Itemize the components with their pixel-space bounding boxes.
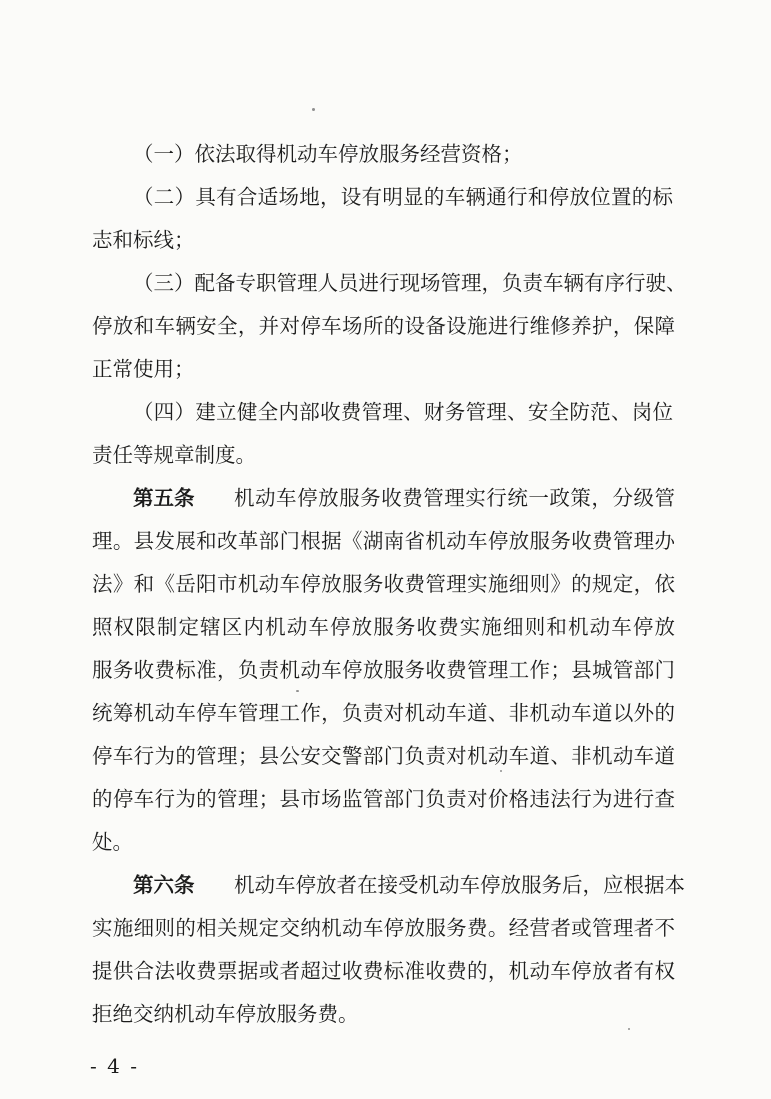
article-5-title: 第五条	[133, 486, 195, 510]
page-number: - 4 -	[90, 1054, 139, 1078]
clause-2-line-1: （二）具有合适场地，设有明显的车辆通行和停放位置的标	[133, 185, 673, 209]
scan-speck	[500, 770, 502, 772]
clause-3-line-3: 正常使用；	[92, 357, 195, 381]
clause-3-line-1: （三）配备专职管理人员进行现场管理，负责车辆有序行驶、	[133, 271, 687, 295]
article-5-line-7: 停车行为的管理；县公安交警部门负责对机动车道、非机动车道	[92, 744, 675, 768]
scan-speck	[296, 690, 299, 692]
clause-2-line-2: 志和标线；	[92, 228, 195, 252]
scan-speck	[312, 108, 315, 111]
article-6-line-2: 实施细则的相关规定交纳机动车停放服务费。经营者或管理者不	[92, 916, 675, 940]
article-5-line-3: 法》和《岳阳市机动车停放服务收费管理实施细则》的规定，依	[92, 572, 675, 596]
article-5-line-1: 机动车停放服务收费管理实行统一政策，分级管	[234, 486, 675, 510]
article-5-line-9: 处。	[92, 830, 133, 854]
clause-4-line-2: 责任等规章制度。	[92, 443, 256, 467]
article-6-title: 第六条	[133, 873, 195, 897]
clause-4-line-1: （四）建立健全内部收费管理、财务管理、安全防范、岗位	[133, 400, 673, 424]
clause-1-line-1: （一）依法取得机动车停放服务经营资格；	[133, 142, 523, 166]
article-5-label	[133, 488, 195, 509]
article-5-line-8: 的停车行为的管理；县市场监管部门负责对价格违法行为进行查	[92, 787, 675, 811]
article-6-line-4: 拒绝交纳机动车停放服务费。	[92, 1002, 359, 1026]
article-5-line-5: 服务收费标准，负责机动车停放服务收费管理工作；县城管部门	[92, 658, 675, 682]
article-5-line-6: 统筹机动车停车管理工作，负责对机动车道、非机动车道以外的	[92, 701, 675, 725]
article-6-line-1: 机动车停放者在接受机动车停放服务后，应根据本	[234, 873, 685, 897]
article-6-label	[133, 875, 195, 896]
clause-3-line-2: 停放和车辆安全，并对停车场所的设备设施进行维修养护，保障	[92, 314, 675, 338]
article-5-line-4: 照权限制定辖区内机动车停放服务收费实施细则和机动车停放	[92, 615, 675, 639]
scan-speck	[628, 1028, 630, 1030]
article-6-line-3: 提供合法收费票据或者超过收费标准收费的，机动车停放者有权	[92, 959, 675, 983]
article-5-line-2: 理。县发展和改革部门根据《湖南省机动车停放服务收费管理办	[92, 529, 675, 553]
